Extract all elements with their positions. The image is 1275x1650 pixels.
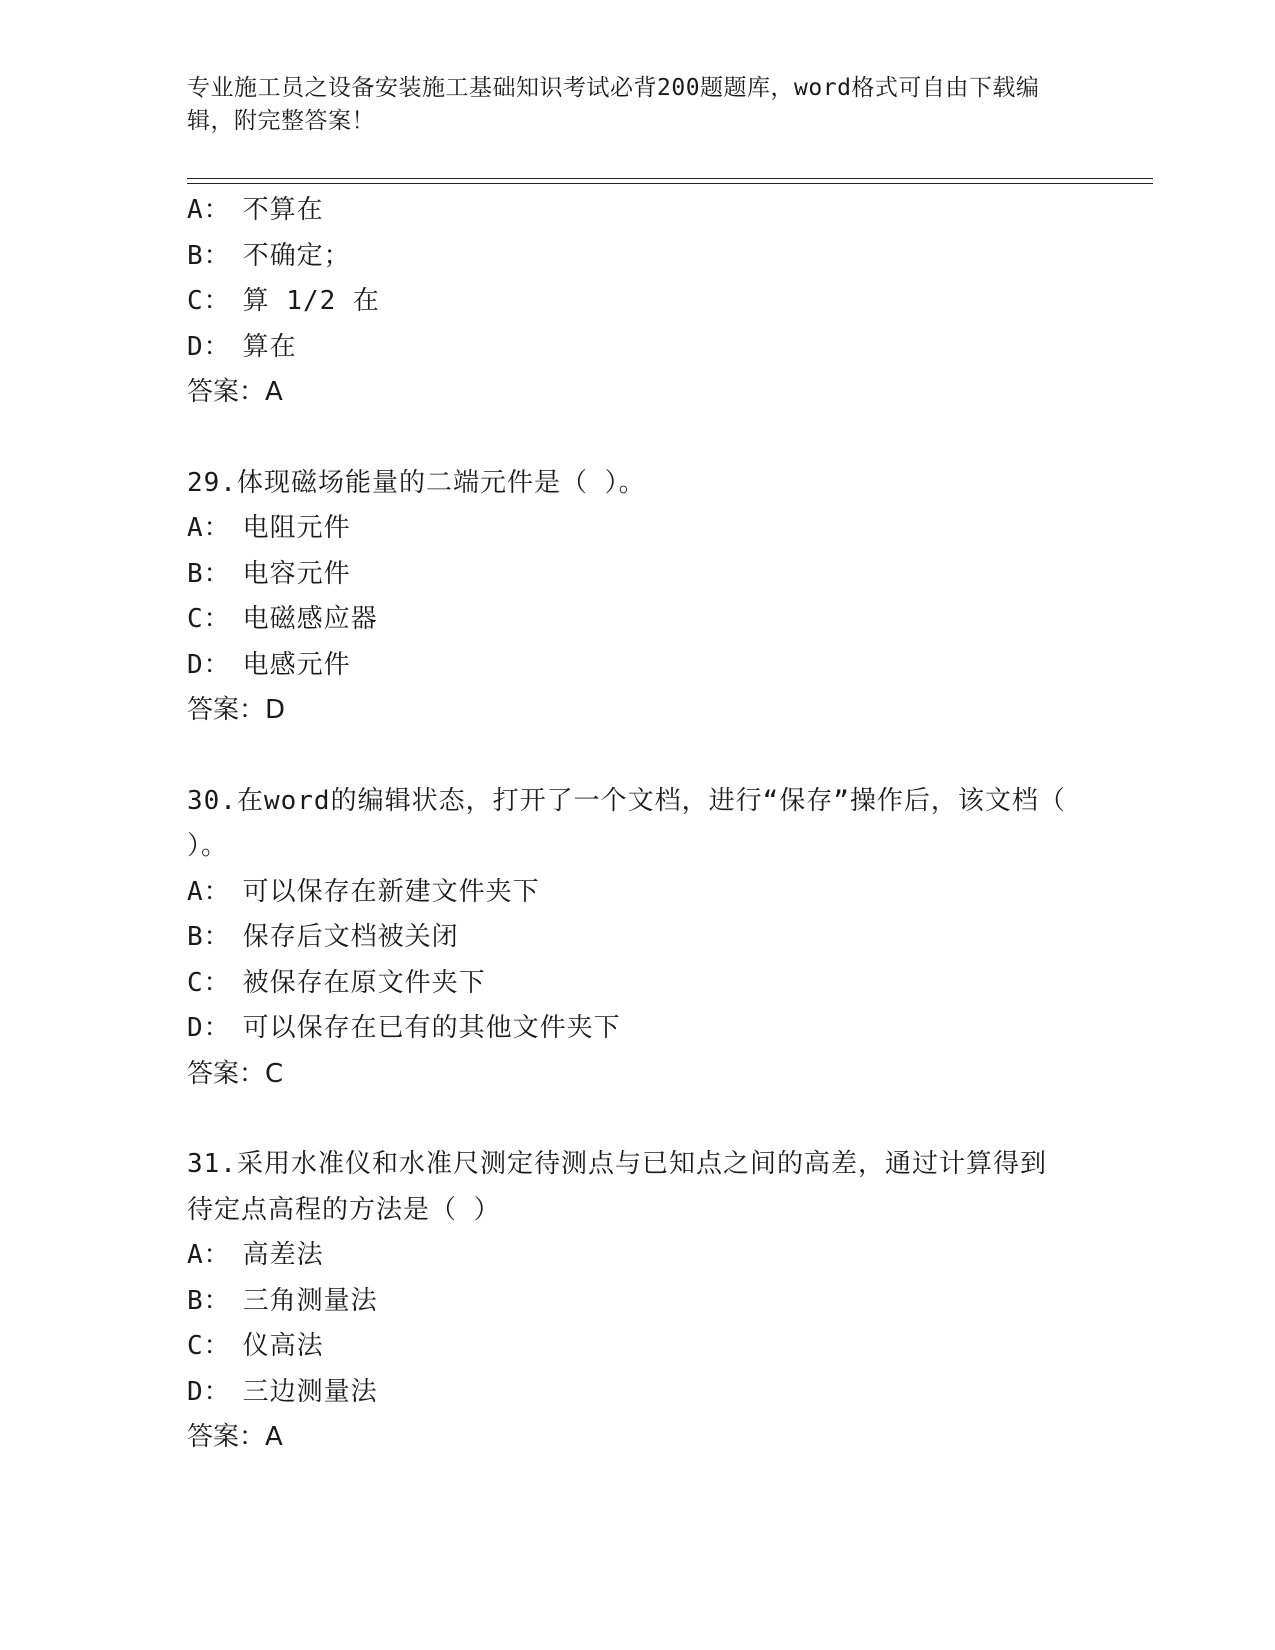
question-block (187, 461, 1087, 734)
option-text: 高差法 (242, 1240, 324, 1270)
option-text: 三角测量法 (242, 1285, 378, 1316)
option-a (187, 870, 1087, 916)
question-block (187, 779, 1087, 1098)
header-divider-top (187, 178, 1153, 179)
option-d (187, 1370, 1087, 1416)
continued-question-options (187, 188, 1087, 416)
option-text: 仪高法 (242, 1331, 324, 1361)
spacer (187, 734, 1087, 779)
option-a (187, 188, 1087, 234)
answer-line: 答案：D (187, 695, 286, 725)
option-key: C： (187, 1331, 231, 1361)
option-key: D： (187, 1376, 231, 1407)
option-key: B： (187, 558, 231, 589)
question-text: 30.在word的编辑状态，打开了一个文档，进行“保存”操作后，该文档（ ）。 (187, 785, 1066, 861)
option-key: D： (187, 331, 231, 362)
option-c (187, 279, 1087, 325)
option-c (187, 1324, 1087, 1370)
option-key: C： (187, 967, 231, 998)
option-key: A： (187, 195, 231, 225)
option-a (187, 1233, 1087, 1279)
option-d (187, 643, 1087, 689)
option-b (187, 234, 1087, 280)
option-text: 三边测量法 (242, 1376, 378, 1407)
option-text: 保存后文档被关闭 (242, 922, 459, 952)
option-text: 算 1/2 在 (242, 286, 380, 316)
option-c (187, 597, 1087, 643)
option-b (187, 552, 1087, 598)
answer-line: 答案：C (187, 1058, 284, 1089)
option-key: B： (187, 240, 231, 271)
option-key: C： (187, 604, 231, 634)
spacer (187, 1097, 1087, 1142)
option-key: D： (187, 1013, 231, 1043)
option-b (187, 915, 1087, 961)
option-d (187, 1006, 1087, 1052)
option-text: 电容元件 (242, 558, 351, 589)
option-key: B： (187, 1285, 231, 1316)
option-text: 电阻元件 (242, 513, 351, 543)
option-text: 不算在 (242, 195, 324, 225)
option-text: 算在 (242, 331, 297, 362)
option-text: 电感元件 (242, 649, 351, 680)
question-text: 31.采用水准仪和水准尺测定待测点与已知点之间的高差，通过计算得到待定点高程的方法是（ ） (187, 1149, 1047, 1225)
answer-line: 答案：A (187, 377, 283, 407)
option-text: 可以保存在已有的其他文件夹下 (242, 1013, 621, 1043)
option-key: A： (187, 513, 231, 543)
option-key: A： (187, 876, 231, 907)
question-text: 29.体现磁场能量的二端元件是（ ）。 (187, 467, 646, 498)
document-header (187, 72, 1067, 138)
option-key: C： (187, 286, 231, 316)
option-text: 不确定； (242, 240, 351, 271)
option-key: B： (187, 922, 231, 952)
option-c (187, 961, 1087, 1007)
header-divider-bottom (187, 183, 1153, 184)
answer-line: 答案：A (187, 1422, 283, 1452)
document-title: 专业施工员之设备安装施工基础知识考试必背200题题库，word格式可自由下载编辑，附完整答案！ (187, 75, 1040, 134)
spacer (187, 416, 1087, 461)
option-key: D： (187, 649, 231, 680)
option-text: 被保存在原文件夹下 (242, 967, 486, 998)
option-text: 电磁感应器 (242, 604, 378, 634)
question-content (187, 188, 1087, 1461)
option-key: A： (187, 1240, 231, 1270)
option-d (187, 325, 1087, 371)
option-a (187, 506, 1087, 552)
option-b (187, 1279, 1087, 1325)
question-block (187, 1142, 1087, 1461)
option-text: 可以保存在新建文件夹下 (242, 876, 540, 907)
